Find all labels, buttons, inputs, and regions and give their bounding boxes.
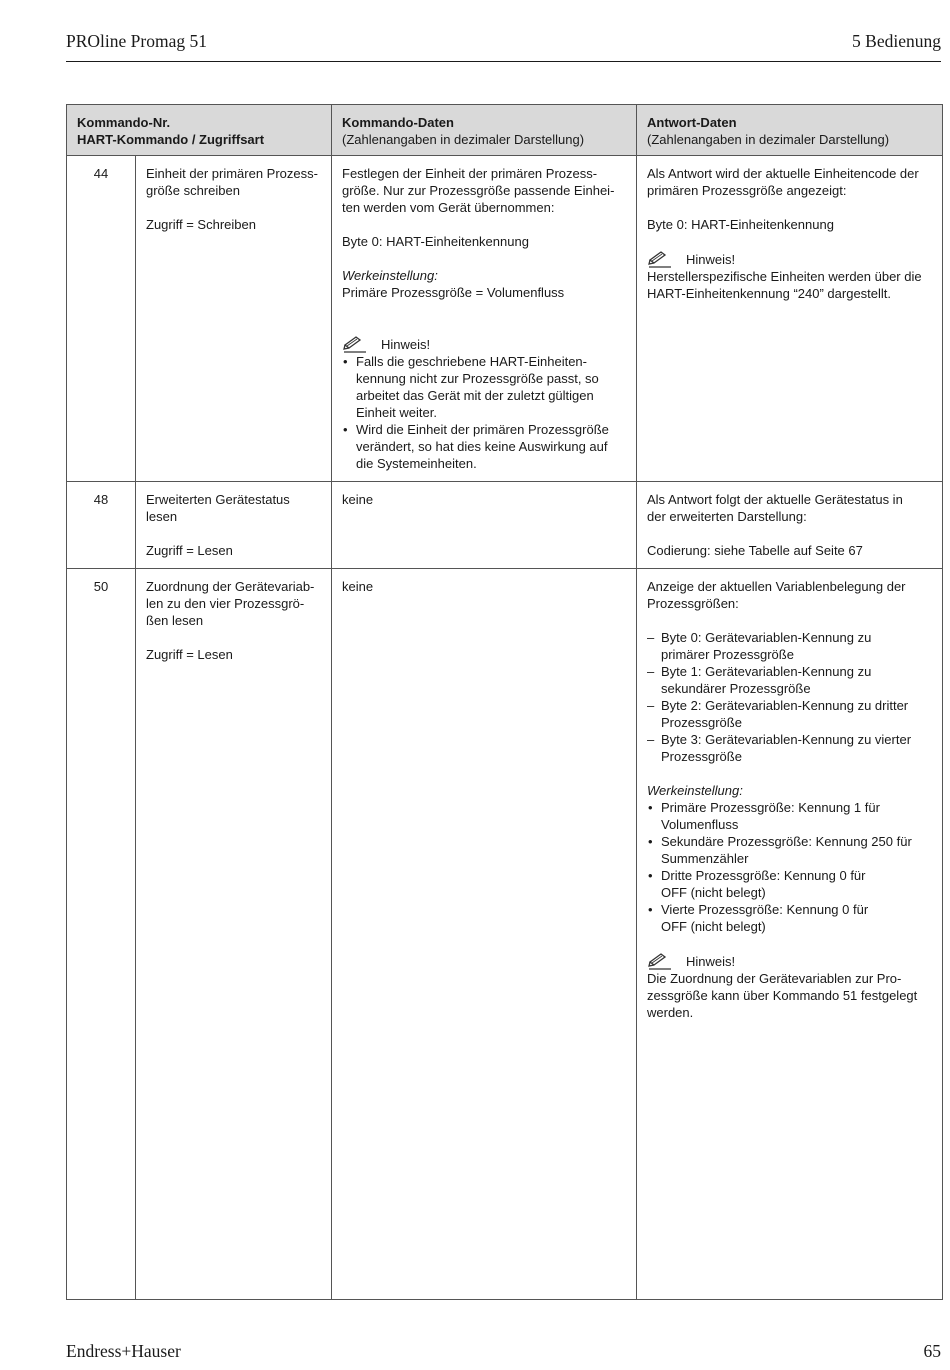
page-number: 65 bbox=[923, 1341, 941, 1361]
list-item: • Vierte Prozessgröße: Kennung 0 für OFF (nicht belegt) bbox=[647, 901, 932, 935]
response-data: Als Antwort folgt der aktuelle Gerätestatus in der erweiterten Darstellung: Codierung: siehe Tabelle auf Seite 67 bbox=[637, 482, 943, 569]
list-item: • Falls die geschriebene HART-Einheiten- kennung nicht zur Prozessgröße passt, so arbeitet das Gerät mit der zuletzt gültigen Einheit weiter. bbox=[342, 353, 626, 421]
document-title: PROline Promag 51 bbox=[66, 31, 207, 51]
pencil-note-icon bbox=[648, 952, 672, 970]
page-header bbox=[66, 30, 941, 62]
note-heading: Hinweis! bbox=[342, 335, 626, 353]
factory-setting-value: Primäre Prozessgröße = Volumenfluss bbox=[342, 285, 565, 300]
list-item: • Primäre Prozessgröße: Kennung 1 für Volumenfluss bbox=[647, 799, 932, 833]
command-number: 44 bbox=[67, 156, 136, 482]
factory-setting-label: Werkeinstellung: bbox=[647, 783, 743, 798]
list-item: • Wird die Einheit der primären Prozessgröße verändert, so hat dies keine Auswirkung auf die Systemeinheiten. bbox=[342, 421, 626, 472]
chapter-title: 5 Bedienung bbox=[852, 31, 941, 51]
factory-setting-label: Werkeinstellung: bbox=[342, 268, 438, 283]
factory-setting-list bbox=[647, 799, 932, 935]
command-data: Festlegen der Einheit der primären Prozess- größe. Nur zur Prozessgröße passende Einhei- ten werden vom Gerät übernommen: Byte 0: HART-Einheitenkennung Werkeinstellung: Primäre Prozessgröße = Volumenfluss Hinweis! • Falls die geschriebene HART-Einheiten- kennung nicht zur Prozessgröße passt, so arbeitet das Gerät mit der zuletzt gültigen Einheit weiter. • Wird die Einheit der primären Prozessgröße verändert, so hat dies keine Auswirkung auf die Systemeinheiten. bbox=[332, 156, 637, 482]
header-command-number: Kommando-Nr. HART-Kommando / Zugriffsart bbox=[67, 105, 332, 156]
header-response-data: Antwort-Daten (Zahlenangaben in dezimaler Darstellung) bbox=[637, 105, 943, 156]
table-row bbox=[67, 482, 943, 569]
note-list bbox=[342, 353, 626, 472]
note-heading: Hinweis! bbox=[647, 250, 932, 268]
command-data: keine bbox=[332, 482, 637, 569]
table-header-row bbox=[67, 105, 943, 156]
list-item: • Sekundäre Prozessgröße: Kennung 250 für Summenzähler bbox=[647, 833, 932, 867]
header-command-data: Kommando-Daten (Zahlenangaben in dezimaler Darstellung) bbox=[332, 105, 637, 156]
command-number: 50 bbox=[67, 569, 136, 1300]
pencil-note-icon bbox=[648, 250, 672, 268]
byte-list bbox=[647, 629, 932, 765]
response-data: Als Antwort wird der aktuelle Einheitencode der primären Prozessgröße angezeigt: Byte 0: HART-Einheitenkennung Hinweis! Herstellerspezifische Einheiten werden über die HART-Einheitenkennung “240” dargestellt. bbox=[637, 156, 943, 482]
access-type: Zugriff = Lesen bbox=[146, 647, 233, 662]
response-data: Anzeige der aktuellen Variablenbelegung der Prozessgrößen: – Byte 0: Gerätevariablen-Kennung zu primärer Prozessgröße – Byte 1: Gerätevariablen-Kennung zu sekundärer Prozessgröße – Byte 2: Gerätevariablen-Kennung zu dritter Prozessgröße – Byte 3: Gerätevariablen-Kennung zu vierter Prozessgröße Werkeinstellung: • Primäre Prozessgröße: Kennung 1 für Volumenfluss • Sekundäre Prozessgröße: Kennung 250 für Summenzähler • Dritte Prozessgröße: Kennung 0 für OFF (nicht belegt) • Vierte Prozessgröße: Kennung 0 für OFF (nicht belegt) Hinweis! Die Zuordnung der Gerätevariablen zur Pro- zessgröße kann über Kommando 51 festgelegt werden. bbox=[637, 569, 943, 1300]
command-description: Einheit der primären Prozess- größe schreiben Zugriff = Schreiben bbox=[136, 156, 332, 482]
note-heading: Hinweis! bbox=[647, 952, 932, 970]
company-logo-text: Endress+Hauser bbox=[66, 1341, 181, 1361]
command-description: Zuordnung der Gerätevariab- len zu den vier Prozessgrö- ßen lesen Zugriff = Lesen bbox=[136, 569, 332, 1300]
note-text: Die Zuordnung der Gerätevariablen zur Pro- zessgröße kann über Kommando 51 festgelegt werden. bbox=[647, 971, 918, 1020]
note-text: Herstellerspezifische Einheiten werden über die HART-Einheitenkennung “240” dargestellt. bbox=[647, 269, 922, 301]
access-type: Zugriff = Schreiben bbox=[146, 217, 256, 232]
pencil-note-icon bbox=[343, 335, 367, 353]
table-row bbox=[67, 569, 943, 1300]
access-type: Zugriff = Lesen bbox=[146, 543, 233, 558]
list-item: – Byte 2: Gerätevariablen-Kennung zu dritter Prozessgröße bbox=[647, 697, 932, 731]
table-row bbox=[67, 156, 943, 482]
command-number: 48 bbox=[67, 482, 136, 569]
list-item: • Dritte Prozessgröße: Kennung 0 für OFF (nicht belegt) bbox=[647, 867, 932, 901]
list-item: – Byte 3: Gerätevariablen-Kennung zu vierter Prozessgröße bbox=[647, 731, 932, 765]
command-data: keine bbox=[332, 569, 637, 1300]
list-item: – Byte 0: Gerätevariablen-Kennung zu primärer Prozessgröße bbox=[647, 629, 932, 663]
command-description: Erweiterten Gerätestatus lesen Zugriff = Lesen bbox=[136, 482, 332, 569]
hart-command-table bbox=[66, 104, 943, 1300]
list-item: – Byte 1: Gerätevariablen-Kennung zu sekundärer Prozessgröße bbox=[647, 663, 932, 697]
